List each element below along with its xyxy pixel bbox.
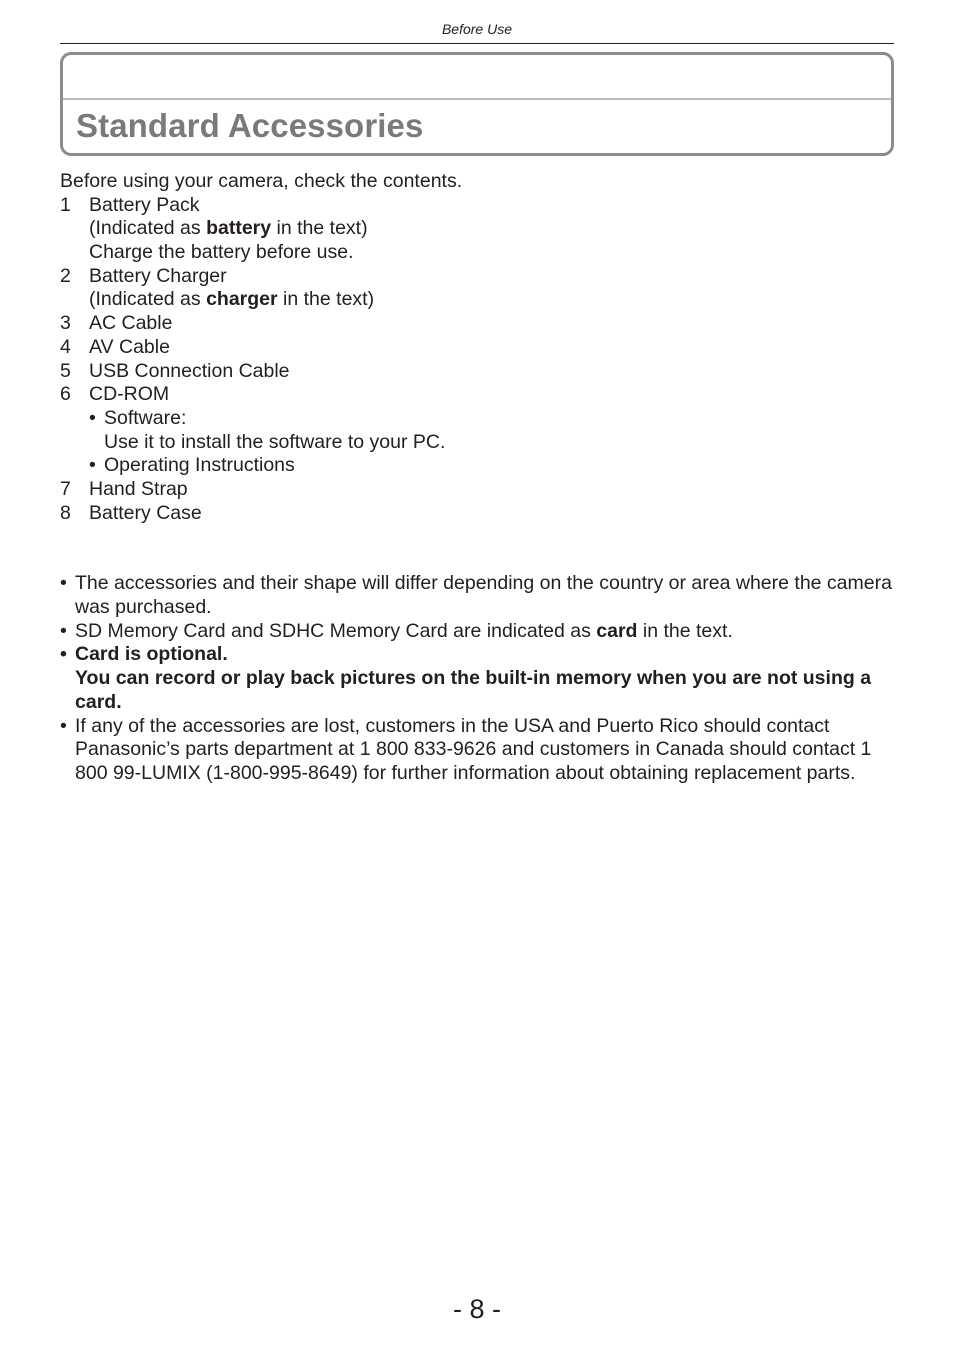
note-heading: Card is optional. <box>75 643 228 666</box>
bullet: • <box>60 643 67 666</box>
item-name: Battery Case <box>89 501 202 524</box>
list-item <box>60 502 894 526</box>
note-item <box>60 715 894 786</box>
item-name: Hand Strap <box>89 477 188 500</box>
item-note: (Indicated as charger in the text) <box>89 288 375 311</box>
bullet: • <box>89 454 96 477</box>
section-label: Before Use <box>441 21 513 37</box>
intro-text: Before using your camera, check the contents. <box>60 170 463 192</box>
accessory-list <box>60 194 894 526</box>
note-item <box>60 620 894 644</box>
list-item <box>60 336 894 360</box>
note-item <box>60 572 894 619</box>
list-item <box>60 265 894 312</box>
item-name: Battery Charger <box>89 264 227 287</box>
note-text: SD Memory Card and SDHC Memory Card are indicated as card in the text. <box>75 619 733 642</box>
sub-item-label: Software: <box>104 406 187 429</box>
title-box <box>60 52 894 156</box>
note-text: If any of the accessories are lost, customers in the USA and Puerto Rico should contact Panasonic’s parts department at 1 800 833-9626 and customers in Canada should contact 1 800 99-LUMIX (1-800-995-8649) for further information about obtaining replacement parts. <box>75 714 872 784</box>
sub-item <box>60 454 894 478</box>
item-number: 4 <box>60 335 71 358</box>
list-item <box>60 194 894 265</box>
notes-list <box>60 572 894 785</box>
note-bold-term: card <box>596 619 638 642</box>
header-rule <box>60 43 894 44</box>
item-note-bold: battery <box>206 217 272 240</box>
item-note: (Indicated as battery in the text) <box>89 217 368 240</box>
item-number: 8 <box>60 501 71 524</box>
list-item <box>60 478 894 502</box>
item-number: 2 <box>60 264 71 287</box>
item-number: 5 <box>60 359 71 382</box>
bullet: • <box>60 714 67 737</box>
sub-item-label: Operating Instructions <box>104 454 295 477</box>
note-text: You can record or play back pictures on the built-in memory when you are not using a card. <box>75 667 872 713</box>
bullet: • <box>60 572 67 595</box>
list-item <box>60 383 894 478</box>
item-name: Battery Pack <box>89 193 200 216</box>
list-item <box>60 312 894 336</box>
page-number: - 8 - <box>452 1294 501 1324</box>
item-name: AV Cable <box>89 335 170 358</box>
list-item <box>60 360 894 384</box>
item-number: 7 <box>60 477 71 500</box>
sub-item <box>60 407 894 431</box>
bullet: • <box>89 406 96 429</box>
sub-item-detail: Use it to install the software to your PC. <box>104 430 446 453</box>
main-content <box>60 170 894 786</box>
page-title: Standard Accessories <box>76 107 424 144</box>
note-text: The accessories and their shape will differ depending on the country or area where the camera was purchased. <box>75 572 892 619</box>
item-number: 6 <box>60 383 71 406</box>
item-note-bold: charger <box>206 288 278 311</box>
item-name: AC Cable <box>89 312 173 335</box>
item-name: CD-ROM <box>89 383 170 406</box>
item-number: 1 <box>60 193 71 216</box>
item-number: 3 <box>60 312 71 335</box>
item-name: USB Connection Cable <box>89 359 290 382</box>
note-item <box>60 643 894 714</box>
title-box-rule <box>63 98 891 100</box>
item-extra: Charge the battery before use. <box>89 241 354 264</box>
bullet: • <box>60 619 67 642</box>
